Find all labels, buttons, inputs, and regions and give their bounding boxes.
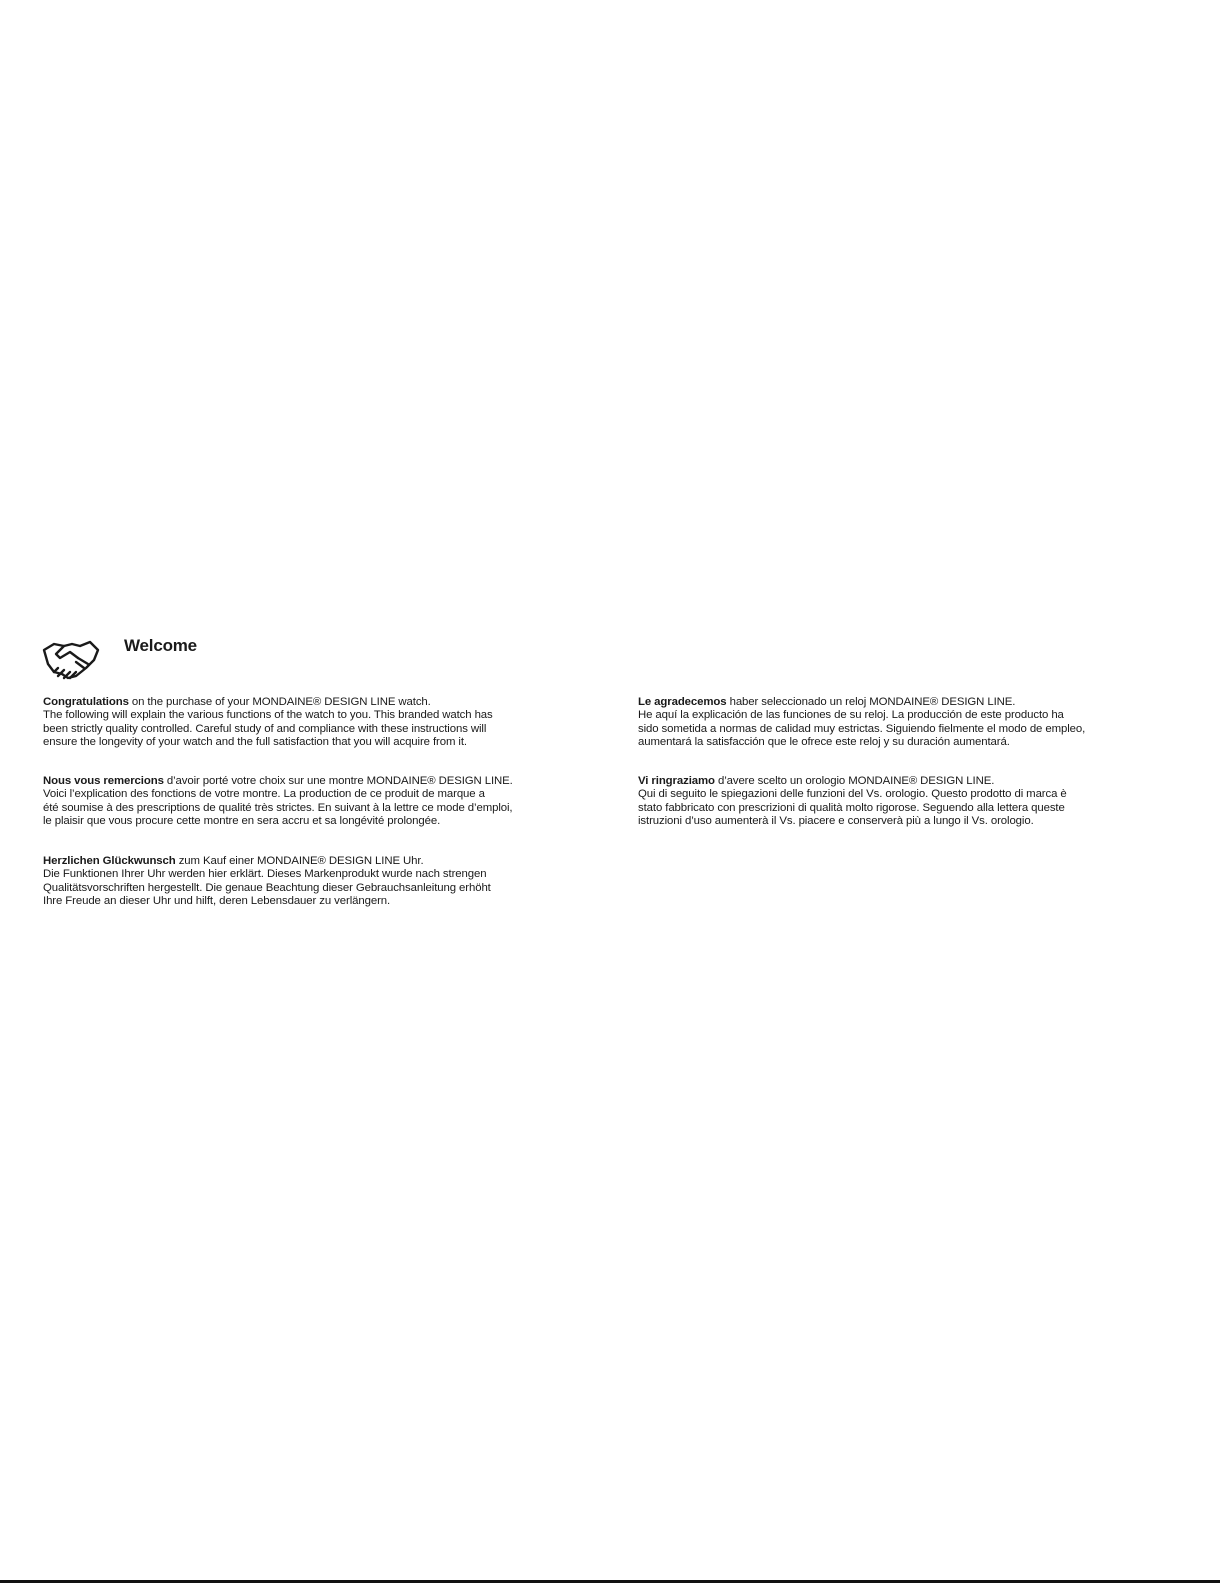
paragraph-line: Die Funktionen Ihrer Uhr werden hier erklärt. Dieses Markenprodukt wurde nach strengen xyxy=(43,868,487,881)
paragraph-lead: Congratulations xyxy=(43,696,129,708)
paragraph-line: Qui di seguito le spiegazioni delle funzioni del Vs. orologio. Questo prodotto di marca è xyxy=(638,788,1067,801)
paragraph-line: Qualitätsvorschriften hergestellt. Die genaue Beachtung dieser Gebrauchsanleitung erhöht xyxy=(43,881,491,894)
paragraph-first-rest: d’avoir porté votre choix sur une montre MONDAINE® DESIGN LINE. xyxy=(163,775,513,787)
paragraph-italian xyxy=(638,775,1178,829)
paragraph-first-rest: d’avere scelto un orologio MONDAINE® DESIGN LINE. xyxy=(714,775,995,787)
paragraph-lead: Herzlichen Glückwunsch xyxy=(43,855,176,867)
paragraph-line: He aquí la explicación de las funciones de su reloj. La producción de este producto ha xyxy=(638,709,1064,722)
paragraph-lead: Vi ringraziamo xyxy=(638,775,715,787)
paragraph-line: The following will explain the various functions of the watch to you. This branded watch has xyxy=(43,709,493,722)
paragraph-lead: Le agradecemos xyxy=(638,696,727,708)
paragraph-lead: Nous vous remercions xyxy=(43,775,164,787)
paragraph-german xyxy=(43,855,583,909)
paragraph-line: been strictly quality controlled. Careful study of and compliance with these instructions will xyxy=(43,722,487,735)
paragraph-first-line xyxy=(43,696,583,709)
paragraph-first-rest: zum Kauf einer MONDAINE® DESIGN LINE Uhr. xyxy=(175,855,424,867)
paragraph-french xyxy=(43,775,583,829)
paragraph-line: été soumise à des prescriptions de qualité très strictes. En suivant à la lettre ce mode d’emploi, xyxy=(43,801,513,814)
paragraph-line: ensure the longevity of your watch and the full satisfaction that you will acquire from it. xyxy=(43,736,467,749)
paragraph-spanish xyxy=(638,696,1178,750)
paragraph-line: Voici l’explication des fonctions de votre montre. La production de ce produit de marque a xyxy=(43,788,485,801)
page-title: Welcome xyxy=(124,636,197,655)
section-header xyxy=(42,636,197,680)
paragraph-first-line xyxy=(638,775,1178,788)
paragraph-line: aumentará la satisfacción que le ofrece este reloj y su duración aumentará. xyxy=(638,736,1010,749)
paragraph-line: sido sometida a normas de calidad muy estrictas. Siguiendo fielmente el modo de empleo, xyxy=(638,722,1086,735)
paragraph-first-rest: haber seleccionado un reloj MONDAINE® DESIGN LINE. xyxy=(726,696,1016,708)
paragraph-line: stato fabbricato con prescrizioni di qualità molto rigorose. Seguendo alla lettera queste xyxy=(638,801,1065,814)
paragraph-line: istruzioni d’uso aumenterà il Vs. piacere e conserverà più a lungo il Vs. orologio. xyxy=(638,815,1034,828)
paragraph-first-line xyxy=(43,855,583,868)
paragraph-first-rest: on the purchase of your MONDAINE® DESIGN LINE watch. xyxy=(128,696,431,708)
paragraph-english xyxy=(43,696,583,750)
paragraph-first-line xyxy=(638,696,1178,709)
paragraph-line: Ihre Freude an dieser Uhr und hilft, deren Lebensdauer zu verlängern. xyxy=(43,895,391,908)
handshake-icon xyxy=(42,638,100,680)
paragraph-first-line xyxy=(43,775,583,788)
paragraph-line: le plaisir que vous procure cette montre en sera accru et sa longévité prolongée. xyxy=(43,815,441,828)
